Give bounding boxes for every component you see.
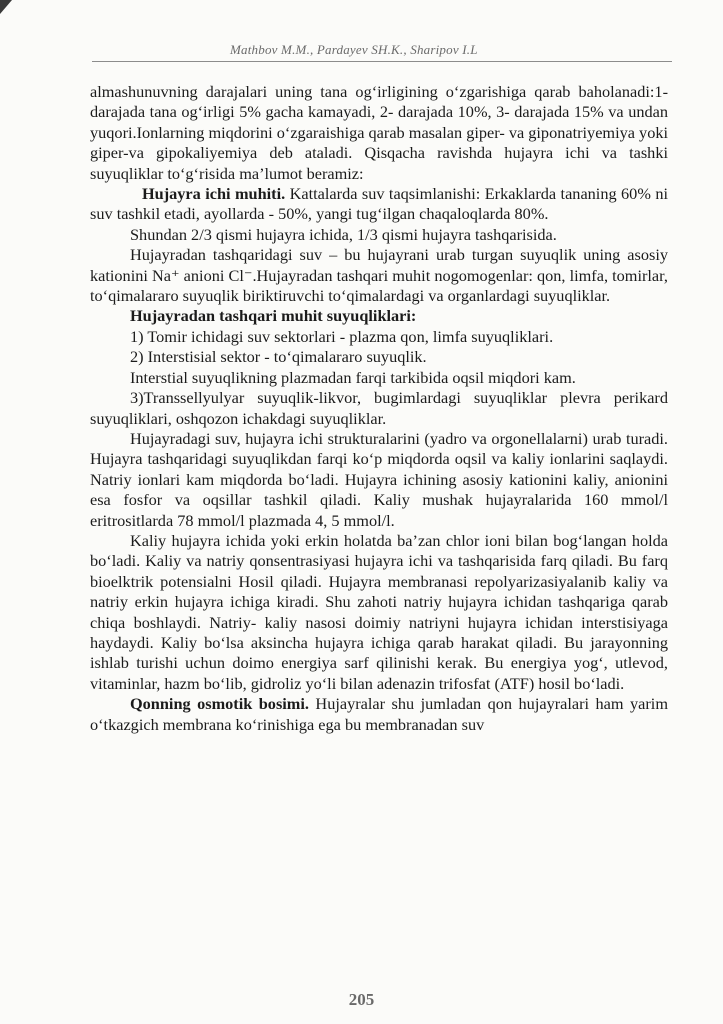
paragraph-6: 3)Transsellyulyar suyuqlik-likvor, bugimlardagi suyuqliklar plevra perikard suyuqliklari, oshqozon ichakdagi suyuqliklar. xyxy=(90,388,668,428)
list-item-1: 1) Tomir ichidagi suv sektorlari - plazma qon, limfa suyuqliklari. xyxy=(130,326,554,346)
body-text xyxy=(90,82,668,735)
paragraph-9 xyxy=(90,694,668,735)
section-heading-extracellular: Hujayradan tashqari muhit suyuqliklari: xyxy=(130,306,417,326)
header-rule xyxy=(92,61,672,62)
section-heading-intracellular: Hujayra ichi muhiti. xyxy=(142,184,286,204)
corner-mark xyxy=(0,0,12,14)
paragraph-2 xyxy=(90,184,668,225)
paragraph-9-text: Hujayralar shu jumladan qon hujayralari ham yarim o‘tkazgich membrana ko‘rinishiga ega bu membranadan suv xyxy=(90,694,668,734)
list-item-2: 2) Interstisial sektor - to‘qimalararo suyuqlik. xyxy=(130,347,427,367)
paragraph-2-text: Kattalarda suv taqsimlanishi: Erkaklarda tananing 60% ni suv tashkil etadi, ayollarda - 50%, yangi tug‘ilgan chaqaloqlarda 80%. xyxy=(90,184,668,224)
page-number: 205 xyxy=(348,990,375,1009)
paragraph-1: almashunuvning darajalari uning tana og‘irligining o‘zgarishiga qarab baholanadi:1-darajada tana og‘irligi 5% gacha kamayadi, 2- darajada 10%, 3- darajada 15% va undan yuqori.Ionlarning miqdorini o‘zgaraishiga qarab masalan giper- va giponatriyemiya yoki giper-va gipokaliyemiya deb ataladi. Qisqacha ravishda hujayra ichi va tashki suyuqliklar to‘g‘risida ma’lumot beramiz: xyxy=(90,82,668,183)
paragraph-3: Shundan 2/3 qismi hujayra ichida, 1/3 qismi hujayra tashqarisida. xyxy=(130,224,557,244)
paragraph-7: Hujayradagi suv, hujayra ichi strukturalarini (yadro va orgonellalarni) urab turadi. Hujayra tashqaridagi suyuqlikdan farqi ko‘p miqdorda oqsil va kaliy ionlarini saqlaydi. Natriy ionlari kam miqdorda bo‘ladi. Hujayra ichining asosiy kationini kaliy, anionini esa fosfor va oqsillar tashkil qiladi. Kaliy mushak hujayralarida 160 mmol/l eritrositlarda 78 mmol/l plazmada 4, 5 mmol/l. xyxy=(90,428,668,530)
running-head: Mathbov M.M., Pardayev SH.K., Sharipov I.L xyxy=(230,42,478,57)
paragraph-4: Hujayradan tashqaridagi suv – bu hujayrani urab turgan suyuqlik uning asosiy kationini Na⁺ anioni Cl⁻.Hujayradan tashqari muhit nogomogenlar: qon, limfa, tomirlar, to‘qimalararo suyuqlik biriktiruvchi to‘qimalardagi va organlardagi suyuqliklar. xyxy=(90,245,668,306)
paragraph-5: Interstial suyuqlikning plazmadan farqi tarkibida oqsil miqdori kam. xyxy=(130,367,576,387)
paragraph-8: Kaliy hujayra ichida yoki erkin holatda ba’zan chlor ioni bilan bog‘langan holda bo‘ladi. Kaliy va natriy qonsentrasiyasi hujayra ichi va tashqarisida farq qiladi. Bu farq bioelktrik potensialni Hosil qiladi. Hujayra membranasi repolyarizasiyalanib kaliy va natriy erkin hujayra ichiga kiradi. Shu zahoti natriy hujayra ichidan tashqariga qarab chiqa boshlaydi. Natriy- kaliy nasosi doimiy natriyni hujayra ichidan interstisiyaga haydaydi. Kaliy bo‘lsa aksincha hujayra ichiga qarab harakat qiladi. Bu jarayonning ishlab turishi uchun doimo energiya sarf qilinishi kerak. Bu energiya yog‘, utlevod, vitaminlar, hazm bo‘lib, gidroliz yo‘li bilan adenazin trifosfat (ATF) hosil bo‘ladi. xyxy=(90,530,668,693)
section-heading-osmotic-pressure: Qonning osmotik bosimi. xyxy=(130,694,309,714)
